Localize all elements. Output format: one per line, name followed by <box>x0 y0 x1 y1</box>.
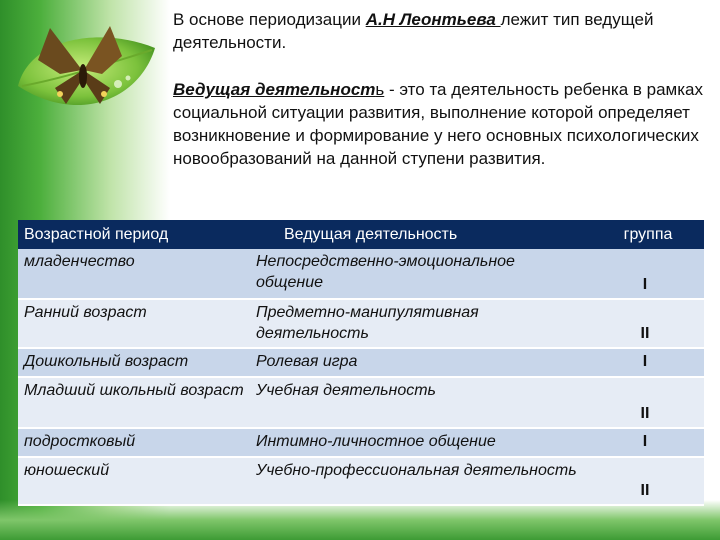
row-period: подростковый <box>18 428 250 457</box>
row-group: I <box>586 348 704 377</box>
table-row <box>18 348 704 377</box>
row-activity: Учебная деятельность <box>250 377 586 428</box>
row-activity: Интимно-личностное общение <box>250 428 586 457</box>
definition-body: - это та деятельность ребенка в рамках социальной ситуации развития, выполнение которой определяет возникновение и формирование у него основных психологических новообразований на данной ступени развития. <box>173 80 703 168</box>
table-row <box>18 457 704 505</box>
row-activity: Предметно-манипулятивная деятельность <box>250 299 586 348</box>
definition-paragraph <box>173 78 703 170</box>
intro-paragraph <box>173 8 703 54</box>
row-period: Младший школьный возраст <box>18 377 250 428</box>
row-activity: Ролевая игра <box>250 348 586 377</box>
table-row <box>18 428 704 457</box>
row-group: II <box>586 457 704 505</box>
row-activity: Учебно-профессиональная деятельность <box>250 457 586 505</box>
definition-term: Ведущая деятельност <box>173 80 376 99</box>
row-group: II <box>586 377 704 428</box>
header-period: Возрастной период <box>18 220 250 249</box>
intro-post: лежит тип ведущей деятельности. <box>173 10 654 52</box>
periods-table <box>18 220 704 506</box>
author-name: А.Н Леонтьева <box>365 10 501 29</box>
row-period: Ранний возраст <box>18 299 250 348</box>
row-period: младенчество <box>18 249 250 299</box>
row-activity: Непосредственно-эмоциональное общение <box>250 249 586 299</box>
header-activity: Ведущая деятельность <box>250 220 586 249</box>
table-header-row <box>18 220 704 249</box>
definition-term-tail: ь <box>375 80 385 99</box>
intro-pre: В основе периодизации <box>173 10 366 29</box>
table-row <box>18 377 704 428</box>
table-row <box>18 299 704 348</box>
leaf-butterfly-illustration <box>10 8 160 128</box>
text-block <box>173 8 703 170</box>
row-group: II <box>586 299 704 348</box>
row-group: I <box>586 428 704 457</box>
row-group: I <box>586 249 704 299</box>
row-period: Дошкольный возраст <box>18 348 250 377</box>
header-group: группа <box>586 220 704 249</box>
row-period: юношеский <box>18 457 250 505</box>
table-row <box>18 249 704 299</box>
